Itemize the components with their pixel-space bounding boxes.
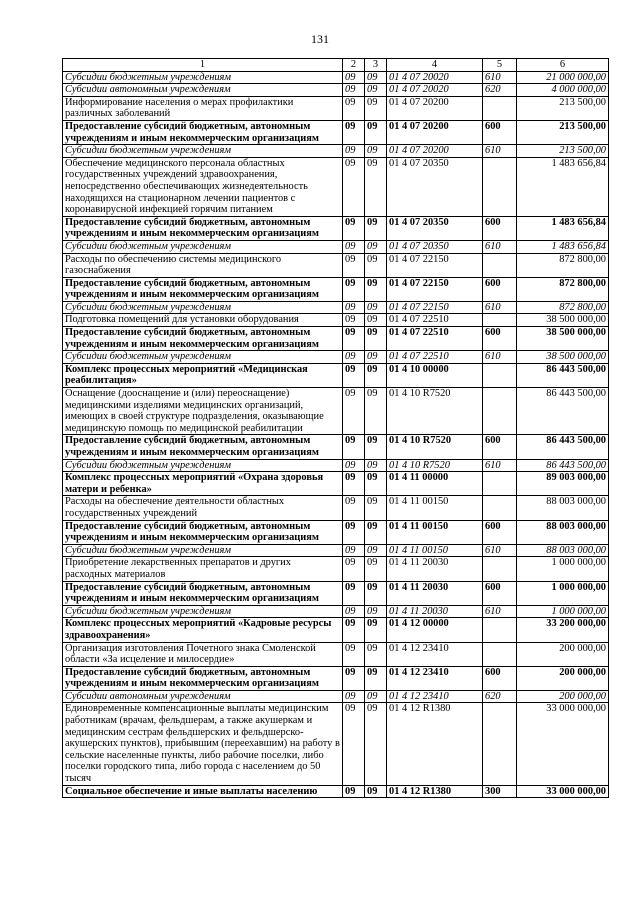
cell-expense-name: Информирование населения о мерах профилактики различных заболеваний <box>63 96 343 120</box>
cell-section: 09 <box>343 435 365 459</box>
table-row <box>63 327 609 351</box>
cell-expense-type <box>483 388 517 435</box>
cell-expense-type <box>483 363 517 387</box>
cell-expense-name: Расходы на обеспечение деятельности областных государственных учреждений <box>63 496 343 520</box>
cell-section: 09 <box>343 459 365 472</box>
table-row <box>63 785 609 798</box>
cell-expense-type <box>483 703 517 785</box>
cell-section: 09 <box>343 557 365 581</box>
cell-expense-name: Субсидии бюджетным учреждениям <box>63 544 343 557</box>
cell-expense-type <box>483 253 517 277</box>
table-row <box>63 581 609 605</box>
cell-amount: 33 000 000,00 <box>517 703 609 785</box>
cell-expense-type <box>483 314 517 327</box>
cell-target-code: 01 4 07 22510 <box>387 351 483 364</box>
cell-subsection: 09 <box>365 388 387 435</box>
cell-expense-name: Единовременные компенсационные выплаты медицинским работникам (врачам, фельдшерам, а также акушеркам и медицинским сестрам фельдшерских и фельдшерско-акушерских пунктов), прибывшим (переехавшим) на работу в сельские населенные пункты, либо рабочие поселки, либо поселки городского типа, либо города с населением до 50 тысяч <box>63 703 343 785</box>
cell-amount: 38 500 000,00 <box>517 327 609 351</box>
cell-subsection: 09 <box>365 435 387 459</box>
cell-section: 09 <box>343 642 365 666</box>
cell-subsection: 09 <box>365 301 387 314</box>
cell-target-code: 01 4 07 20350 <box>387 157 483 216</box>
cell-target-code: 01 4 11 20030 <box>387 557 483 581</box>
header-col-6: 6 <box>517 59 609 72</box>
cell-subsection: 09 <box>365 157 387 216</box>
cell-section: 09 <box>343 703 365 785</box>
cell-expense-name: Предоставление субсидий бюджетным, автономным учреждениям и иным некоммерческим организациям <box>63 327 343 351</box>
cell-expense-type: 610 <box>483 544 517 557</box>
cell-target-code: 01 4 07 20200 <box>387 96 483 120</box>
cell-expense-name: Предоставление субсидий бюджетным, автономным учреждениям и иным некоммерческим организациям <box>63 435 343 459</box>
cell-expense-name: Предоставление субсидий бюджетным, автономным учреждениям и иным некоммерческим организациям <box>63 520 343 544</box>
cell-target-code: 01 4 07 20020 <box>387 84 483 97</box>
cell-section: 09 <box>343 157 365 216</box>
cell-section: 09 <box>343 690 365 703</box>
cell-expense-type <box>483 557 517 581</box>
cell-expense-type: 600 <box>483 327 517 351</box>
cell-amount: 200 000,00 <box>517 666 609 690</box>
cell-expense-name: Предоставление субсидий бюджетным, автономным учреждениям и иным некоммерческим организациям <box>63 216 343 240</box>
cell-expense-name: Субсидии бюджетным учреждениям <box>63 240 343 253</box>
table-row <box>63 240 609 253</box>
cell-target-code: 01 4 07 22150 <box>387 253 483 277</box>
cell-expense-type <box>483 496 517 520</box>
cell-target-code: 01 4 10 R7520 <box>387 459 483 472</box>
cell-subsection: 09 <box>365 363 387 387</box>
cell-subsection: 09 <box>365 618 387 642</box>
cell-amount: 88 003 000,00 <box>517 544 609 557</box>
cell-expense-type: 300 <box>483 785 517 798</box>
cell-target-code: 01 4 07 22150 <box>387 277 483 301</box>
table-row <box>63 145 609 158</box>
cell-expense-name: Субсидии автономным учреждениям <box>63 84 343 97</box>
cell-amount: 872 800,00 <box>517 277 609 301</box>
cell-expense-type: 600 <box>483 666 517 690</box>
cell-expense-type: 610 <box>483 240 517 253</box>
cell-amount: 213 500,00 <box>517 145 609 158</box>
cell-section: 09 <box>343 327 365 351</box>
header-col-5: 5 <box>483 59 517 72</box>
cell-section: 09 <box>343 785 365 798</box>
cell-subsection: 09 <box>365 327 387 351</box>
cell-expense-name: Предоставление субсидий бюджетным, автономным учреждениям и иным некоммерческим организациям <box>63 581 343 605</box>
table-row <box>63 642 609 666</box>
cell-amount: 38 500 000,00 <box>517 314 609 327</box>
table-row <box>63 216 609 240</box>
cell-expense-name: Субсидии бюджетным учреждениям <box>63 459 343 472</box>
cell-target-code: 01 4 11 20030 <box>387 581 483 605</box>
cell-expense-name: Предоставление субсидий бюджетным, автономным учреждениям и иным некоммерческим организациям <box>63 666 343 690</box>
cell-section: 09 <box>343 520 365 544</box>
cell-expense-type: 610 <box>483 605 517 618</box>
cell-target-code: 01 4 12 23410 <box>387 666 483 690</box>
cell-expense-name: Приобретение лекарственных препаратов и других расходных материалов <box>63 557 343 581</box>
cell-target-code: 01 4 07 20350 <box>387 216 483 240</box>
cell-amount: 21 000 000,00 <box>517 71 609 84</box>
cell-expense-name: Оснащение (дооснащение и (или) переоснащение) медицинскими изделиями медицинских организаций, имеющих в своей структуре подразделения, оказывающие медицинскую помощь по медицинской реабилитации <box>63 388 343 435</box>
cell-target-code: 01 4 12 R1380 <box>387 703 483 785</box>
cell-target-code: 01 4 07 20020 <box>387 71 483 84</box>
cell-target-code: 01 4 07 20200 <box>387 145 483 158</box>
cell-expense-type: 610 <box>483 71 517 84</box>
cell-subsection: 09 <box>365 96 387 120</box>
cell-section: 09 <box>343 253 365 277</box>
cell-amount: 89 003 000,00 <box>517 472 609 496</box>
cell-amount: 1 483 656,84 <box>517 240 609 253</box>
cell-amount: 86 443 500,00 <box>517 388 609 435</box>
cell-subsection: 09 <box>365 520 387 544</box>
table-row <box>63 496 609 520</box>
cell-section: 09 <box>343 388 365 435</box>
cell-expense-name: Расходы по обеспечению системы медицинского газоснабжения <box>63 253 343 277</box>
cell-expense-name: Подготовка помещений для установки оборудования <box>63 314 343 327</box>
cell-target-code: 01 4 12 00000 <box>387 618 483 642</box>
cell-subsection: 09 <box>365 666 387 690</box>
cell-target-code: 01 4 12 23410 <box>387 690 483 703</box>
table-row <box>63 520 609 544</box>
cell-expense-name: Субсидии бюджетным учреждениям <box>63 605 343 618</box>
table-row <box>63 459 609 472</box>
cell-amount: 88 003 000,00 <box>517 496 609 520</box>
cell-target-code: 01 4 11 00000 <box>387 472 483 496</box>
cell-amount: 86 443 500,00 <box>517 459 609 472</box>
table-row <box>63 253 609 277</box>
cell-amount: 200 000,00 <box>517 642 609 666</box>
cell-expense-name: Социальное обеспечение и иные выплаты населению <box>63 785 343 798</box>
table-row <box>63 703 609 785</box>
header-col-3: 3 <box>365 59 387 72</box>
table-row <box>63 71 609 84</box>
cell-section: 09 <box>343 240 365 253</box>
table-row <box>63 301 609 314</box>
cell-subsection: 09 <box>365 240 387 253</box>
cell-subsection: 09 <box>365 314 387 327</box>
cell-target-code: 01 4 10 R7520 <box>387 388 483 435</box>
cell-expense-name: Предоставление субсидий бюджетным, автономным учреждениям и иным некоммерческим организациям <box>63 277 343 301</box>
cell-expense-type: 600 <box>483 581 517 605</box>
cell-subsection: 09 <box>365 703 387 785</box>
cell-expense-name: Субсидии бюджетным учреждениям <box>63 71 343 84</box>
table-row <box>63 690 609 703</box>
table-row <box>63 605 609 618</box>
cell-amount: 213 500,00 <box>517 96 609 120</box>
cell-target-code: 01 4 07 20200 <box>387 120 483 144</box>
cell-amount: 1 000 000,00 <box>517 581 609 605</box>
cell-target-code: 01 4 07 22510 <box>387 327 483 351</box>
cell-section: 09 <box>343 666 365 690</box>
cell-amount: 1 000 000,00 <box>517 605 609 618</box>
table-row <box>63 157 609 216</box>
cell-subsection: 09 <box>365 120 387 144</box>
cell-amount: 1 483 656,84 <box>517 216 609 240</box>
table-row <box>63 277 609 301</box>
header-col-1: 1 <box>63 59 343 72</box>
cell-subsection: 09 <box>365 277 387 301</box>
cell-amount: 1 000 000,00 <box>517 557 609 581</box>
cell-expense-type: 600 <box>483 520 517 544</box>
table-row <box>63 84 609 97</box>
cell-target-code: 01 4 07 20350 <box>387 240 483 253</box>
cell-amount: 213 500,00 <box>517 120 609 144</box>
cell-expense-type: 600 <box>483 216 517 240</box>
cell-section: 09 <box>343 96 365 120</box>
cell-expense-name: Субсидии бюджетным учреждениям <box>63 351 343 364</box>
cell-expense-type: 620 <box>483 84 517 97</box>
cell-section: 09 <box>343 314 365 327</box>
cell-section: 09 <box>343 277 365 301</box>
cell-target-code: 01 4 11 20030 <box>387 605 483 618</box>
table-row <box>63 618 609 642</box>
cell-target-code: 01 4 10 R7520 <box>387 435 483 459</box>
cell-section: 09 <box>343 363 365 387</box>
cell-expense-type: 610 <box>483 301 517 314</box>
cell-expense-type: 610 <box>483 351 517 364</box>
table-row <box>63 435 609 459</box>
cell-section: 09 <box>343 472 365 496</box>
table-row <box>63 120 609 144</box>
cell-amount: 872 800,00 <box>517 253 609 277</box>
cell-subsection: 09 <box>365 496 387 520</box>
cell-expense-name: Субсидии бюджетным учреждениям <box>63 301 343 314</box>
cell-subsection: 09 <box>365 351 387 364</box>
table-row <box>63 388 609 435</box>
cell-expense-type: 600 <box>483 120 517 144</box>
cell-expense-name: Предоставление субсидий бюджетным, автономным учреждениям и иным некоммерческим организациям <box>63 120 343 144</box>
cell-subsection: 09 <box>365 71 387 84</box>
cell-section: 09 <box>343 71 365 84</box>
cell-section: 09 <box>343 618 365 642</box>
table-row <box>63 666 609 690</box>
cell-amount: 1 483 656,84 <box>517 157 609 216</box>
cell-expense-type: 620 <box>483 690 517 703</box>
cell-expense-type: 600 <box>483 277 517 301</box>
cell-expense-type <box>483 157 517 216</box>
cell-expense-name: Субсидии автономным учреждениям <box>63 690 343 703</box>
cell-target-code: 01 4 07 22510 <box>387 314 483 327</box>
table-row <box>63 544 609 557</box>
cell-subsection: 09 <box>365 605 387 618</box>
cell-section: 09 <box>343 496 365 520</box>
cell-subsection: 09 <box>365 253 387 277</box>
cell-subsection: 09 <box>365 581 387 605</box>
cell-section: 09 <box>343 581 365 605</box>
cell-section: 09 <box>343 84 365 97</box>
cell-target-code: 01 4 10 00000 <box>387 363 483 387</box>
cell-section: 09 <box>343 351 365 364</box>
budget-table <box>62 58 609 798</box>
cell-section: 09 <box>343 544 365 557</box>
cell-expense-name: Обеспечение медицинского персонала областных государственных учреждений здравоохранения, непосредственно обеспечивающих жизнедеятельность находящихся на стационарном лечении пациентов с коронавирусной инфекцией горячим питанием <box>63 157 343 216</box>
table-row <box>63 351 609 364</box>
table-row <box>63 96 609 120</box>
cell-expense-type <box>483 96 517 120</box>
table-row <box>63 557 609 581</box>
cell-target-code: 01 4 12 R1380 <box>387 785 483 798</box>
cell-expense-type <box>483 472 517 496</box>
cell-amount: 872 800,00 <box>517 301 609 314</box>
header-col-2: 2 <box>343 59 365 72</box>
cell-subsection: 09 <box>365 459 387 472</box>
cell-subsection: 09 <box>365 544 387 557</box>
table-row <box>63 363 609 387</box>
cell-expense-name: Организация изготовления Почетного знака Смоленской области «За исцеление и милосердие» <box>63 642 343 666</box>
page-number: 131 <box>311 32 329 46</box>
cell-section: 09 <box>343 216 365 240</box>
cell-target-code: 01 4 11 00150 <box>387 496 483 520</box>
cell-subsection: 09 <box>365 84 387 97</box>
cell-expense-type <box>483 618 517 642</box>
cell-amount: 38 500 000,00 <box>517 351 609 364</box>
cell-section: 09 <box>343 120 365 144</box>
cell-expense-name: Комплекс процессных мероприятий «Кадровые ресурсы здравоохранения» <box>63 618 343 642</box>
table-body <box>63 71 609 798</box>
cell-subsection: 09 <box>365 785 387 798</box>
cell-amount: 88 003 000,00 <box>517 520 609 544</box>
cell-expense-type: 610 <box>483 145 517 158</box>
table-row <box>63 314 609 327</box>
cell-expense-type: 610 <box>483 459 517 472</box>
header-col-4: 4 <box>387 59 483 72</box>
cell-subsection: 09 <box>365 557 387 581</box>
cell-subsection: 09 <box>365 145 387 158</box>
cell-section: 09 <box>343 301 365 314</box>
table-row <box>63 472 609 496</box>
cell-amount: 200 000,00 <box>517 690 609 703</box>
cell-expense-name: Комплекс процессных мероприятий «Охрана здоровья матери и ребенка» <box>63 472 343 496</box>
cell-expense-type <box>483 642 517 666</box>
cell-expense-type: 600 <box>483 435 517 459</box>
cell-subsection: 09 <box>365 690 387 703</box>
cell-target-code: 01 4 11 00150 <box>387 544 483 557</box>
cell-amount: 4 000 000,00 <box>517 84 609 97</box>
cell-section: 09 <box>343 605 365 618</box>
cell-target-code: 01 4 07 22150 <box>387 301 483 314</box>
cell-section: 09 <box>343 145 365 158</box>
cell-subsection: 09 <box>365 216 387 240</box>
cell-subsection: 09 <box>365 642 387 666</box>
cell-expense-name: Субсидии бюджетным учреждениям <box>63 145 343 158</box>
cell-amount: 33 200 000,00 <box>517 618 609 642</box>
cell-amount: 86 443 500,00 <box>517 363 609 387</box>
cell-amount: 86 443 500,00 <box>517 435 609 459</box>
table-header-row <box>63 59 609 72</box>
cell-expense-name: Комплекс процессных мероприятий «Медицинская реабилитация» <box>63 363 343 387</box>
cell-subsection: 09 <box>365 472 387 496</box>
cell-target-code: 01 4 12 23410 <box>387 642 483 666</box>
cell-amount: 33 000 000,00 <box>517 785 609 798</box>
cell-target-code: 01 4 11 00150 <box>387 520 483 544</box>
